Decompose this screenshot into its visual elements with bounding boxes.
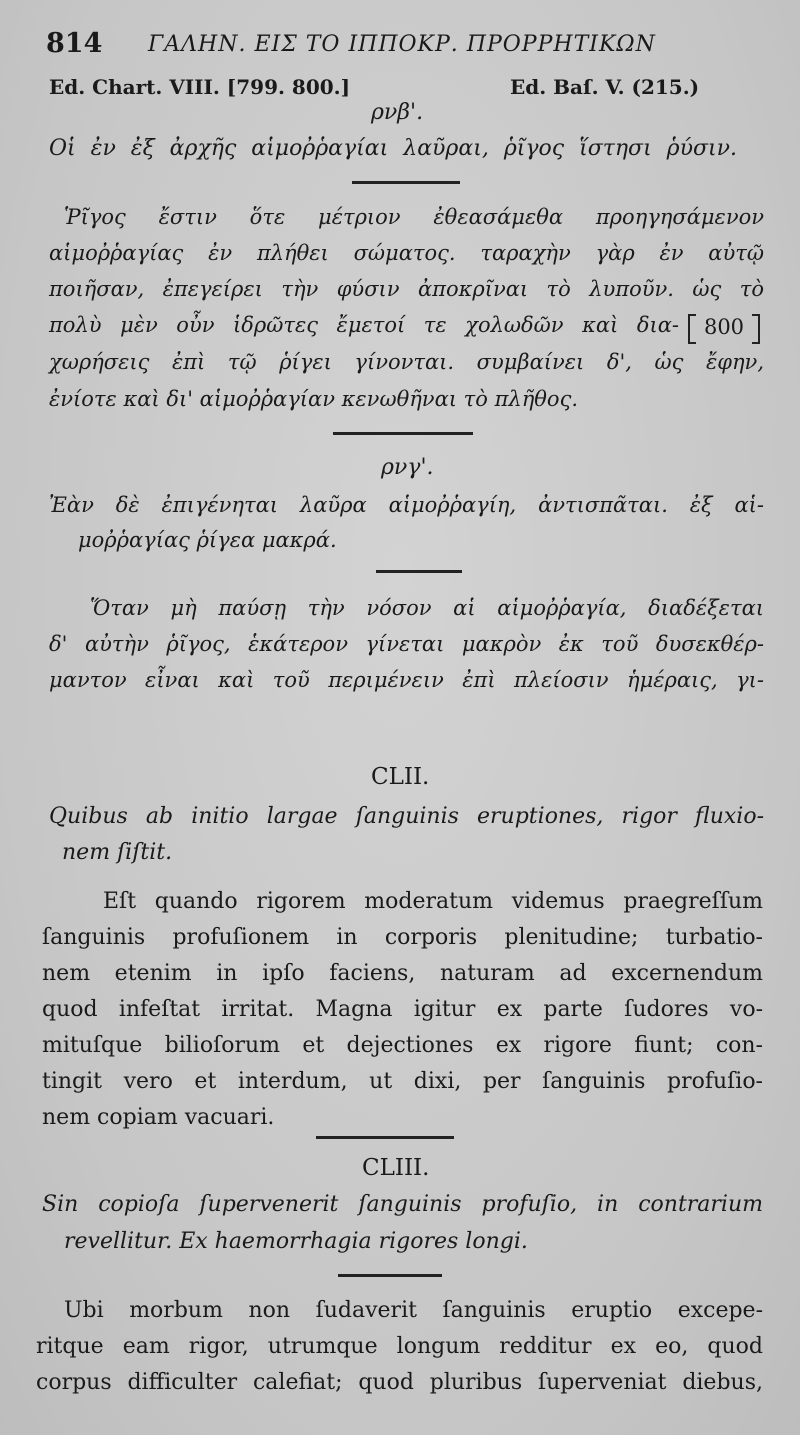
latin-commentary-line: Ubi morbum non ſudaverit ſanguinis eruptio excepe- — [64, 1298, 763, 1323]
greek-commentary-line: Ῥῖγος ἔστιν ὅτε μέτριον ἐθεασάμεθα προηγησάμενον — [64, 205, 764, 229]
section-rule — [338, 1274, 442, 1277]
greek-commentary-line: αἱμοῤῥαγίας ἐν πλήθει σώματος. ταραχὴν γὰρ ἐν αὐτῷ — [49, 241, 764, 265]
section-rule — [376, 570, 462, 573]
greek-section-number: ρνβ'. — [371, 100, 424, 125]
page-number: 814 — [46, 28, 103, 59]
greek-aphorism: Οἱ ἐν ἐξ ἀρχῆς αἱμοῤῥαγίαι λαῦραι, ῥῖγος ἵστησι ῥύσιν. — [49, 136, 737, 161]
latin-commentary-line: ſanguinis profuſionem in corporis plenitudine; turbatio- — [42, 925, 763, 950]
edition-reference-right: Ed. Baſ. V. (215.) — [510, 75, 700, 99]
section-rule — [316, 1136, 454, 1139]
latin-aphorism-line: Quibus ab initio largae ſanguinis eruptiones, rigor fluxio- — [49, 804, 764, 829]
latin-commentary-line: nem copiam vacuari. — [42, 1105, 275, 1130]
latin-aphorism-line: revellitur. Ex haemorrhagia rigores longi. — [64, 1229, 528, 1254]
running-title: ΓΑΛΗΝ. ΕΙΣ ΤΟ ΙΠΠΟΚΡ. ΠΡΟΡΡΗΤΙΚΩΝ — [148, 32, 656, 57]
latin-aphorism-line: nem ſiſtit. — [62, 840, 173, 865]
latin-commentary-line: ritque eam rigor, utrumque longum redditur ex eo, quod — [36, 1334, 763, 1359]
greek-aphorism-line: μοῤῥαγίας ῥίγεα μακρά. — [78, 528, 337, 552]
greek-commentary-line: δ' αὐτὴν ῥῖγος, ἑκάτερον γίνεται μακρὸν ἐκ τοῦ δυσεκθέρ- — [49, 632, 764, 656]
greek-commentary-line: χωρήσεις ἐπὶ τῷ ῥίγει γίνονται. συμβαίνει δ', ὡς ἔφην, — [49, 350, 764, 374]
greek-commentary-line: πολὺ μὲν οὖν ἱδρῶτες ἔμετοί τε χολωδῶν καὶ δια- — [49, 313, 679, 337]
greek-commentary-line: Ὅταν μὴ παύσῃ τὴν νόσον αἱ αἱμοῤῥαγία, διαδέξεται — [90, 596, 764, 620]
section-rule — [352, 181, 460, 184]
page-marker: 800 — [688, 314, 760, 340]
latin-commentary-line: nem etenim in ipſo faciens, naturam ad excernendum — [42, 961, 763, 986]
greek-commentary-line: μαντον εἶναι καὶ τοῦ περιμένειν ἐπὶ πλείοσιν ἡμέραις, γι- — [49, 668, 764, 692]
latin-commentary-line: mituſque bilioſorum et dejectiones ex rigore fiunt; con- — [42, 1033, 763, 1058]
greek-commentary-line: ποιῆσαν, ἐπεγείρει τὴν φύσιν ἀποκρῖναι τὸ λυποῦν. ὡς τὸ — [49, 277, 764, 301]
greek-aphorism-line: Ἐὰν δὲ ἐπιγένηται λαῦρα αἱμοῤῥαγίη, ἀντισπᾶται. ἐξ αἱ- — [49, 493, 764, 517]
latin-aphorism-line: Sin copioſa ſupervenerit ſanguinis profuſio, in contrarium — [42, 1192, 763, 1217]
greek-section-number: ρνγ'. — [381, 455, 434, 480]
latin-section-number: CLII. — [371, 764, 430, 790]
greek-commentary-line: ἐνίοτε καὶ δι' αἱμοῤῥαγίαν κενωθῆναι τὸ πλῆθος. — [49, 387, 579, 411]
latin-commentary-line: Eſt quando rigorem moderatum videmus praegreſſum — [103, 889, 763, 914]
latin-commentary-line: corpus difficulter calefiat; quod pluribus ſuperveniat diebus, — [36, 1370, 763, 1395]
latin-section-number: CLIII. — [362, 1155, 430, 1181]
edition-reference-left: Ed. Chart. VIII. [799. 800.] — [49, 75, 351, 99]
section-rule — [333, 432, 473, 435]
latin-commentary-line: quod infeſtat irritat. Magna igitur ex parte ſudores vo- — [42, 997, 763, 1022]
latin-commentary-line: tingit vero et interdum, ut dixi, per ſanguinis profuſio- — [42, 1069, 763, 1094]
